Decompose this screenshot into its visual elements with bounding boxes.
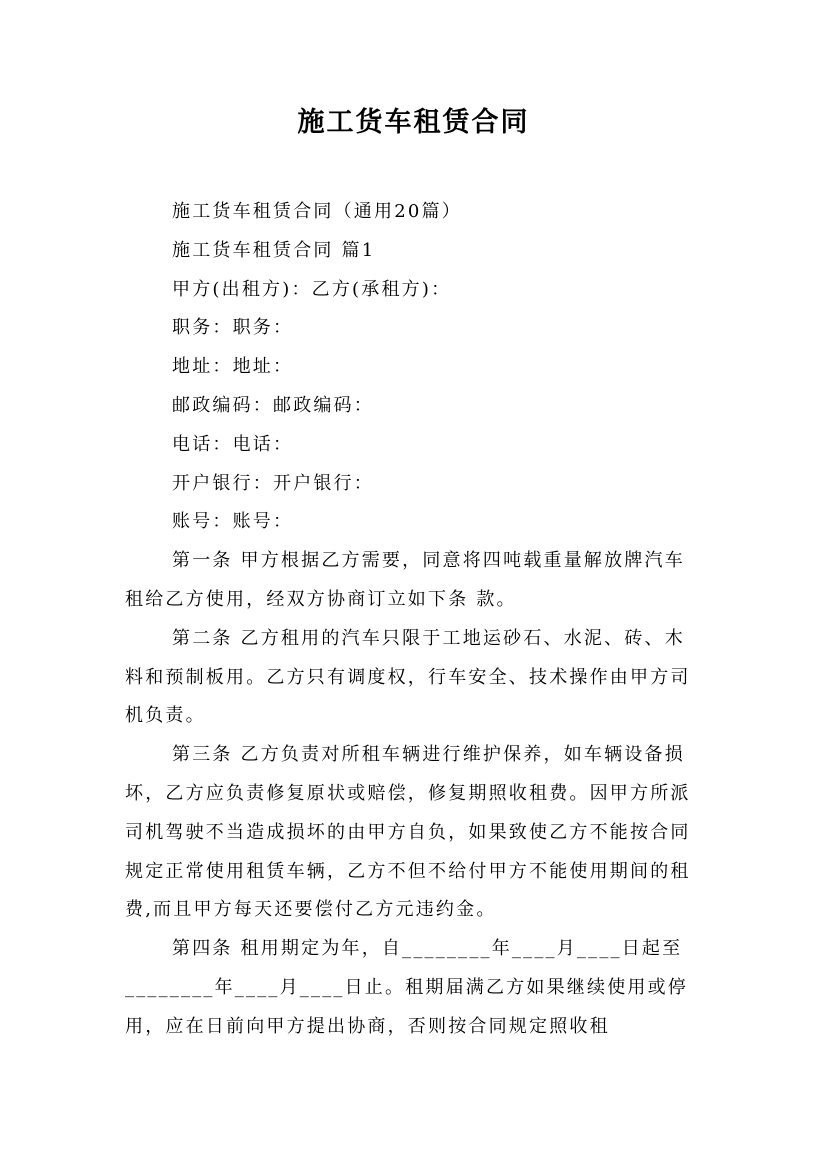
paragraph-article-2: 第二条 乙方租用的汽车只限于工地运砂石、水泥、砖、木料和预制板用。乙方只有调度权，行车安全、技术操作由甲方司机负责。 <box>125 627 691 727</box>
paragraph-article-4: 第四条 租用期定为年，自________年____月____日起至________年____月____日止。租期届满乙方如果继续使用或停用，应在日前向甲方提出协商，否则按合同规定照收租 <box>125 938 688 1037</box>
paragraph-position: 职务：职务： <box>172 317 294 339</box>
paragraph-account: 账号：账号： <box>172 511 294 533</box>
paragraph-article-1: 第一条 甲方根据乙方需要，同意将四吨载重量解放牌汽车租给乙方使用，经双方协商订立如下条 款。 <box>125 550 685 610</box>
paragraph-postcode: 邮政编码：邮政编码： <box>172 394 374 416</box>
paragraph-bank: 开户银行：开户银行： <box>172 472 374 494</box>
paragraph-parties: 甲方(出租方)：乙方(承租方)： <box>172 278 452 300</box>
paragraph-address: 地址：地址： <box>172 356 294 378</box>
paragraph-phone: 电话：电话： <box>172 433 294 455</box>
paragraph-subtitle: 施工货车租赁合同（通用20篇） <box>172 201 462 222</box>
paragraph-article-3: 第三条 乙方负责对所租车辆进行维护保养，如车辆设备损坏，乙方应负责修复原状或赔偿，修复期照收租费。因甲方所派司机驾驶不当造成损坏的由甲方自负，如果致使乙方不能按合同规定正常使用租赁车辆，乙方不但不给付甲方不能使用期间的租费,而且甲方每天还要偿付乙方元违约金。 <box>125 744 691 921</box>
document-body <box>125 193 705 1047</box>
paragraph-section-heading: 施工货车租赁合同 篇1 <box>172 239 376 261</box>
document-title: 施工货车租赁合同 <box>297 107 530 138</box>
